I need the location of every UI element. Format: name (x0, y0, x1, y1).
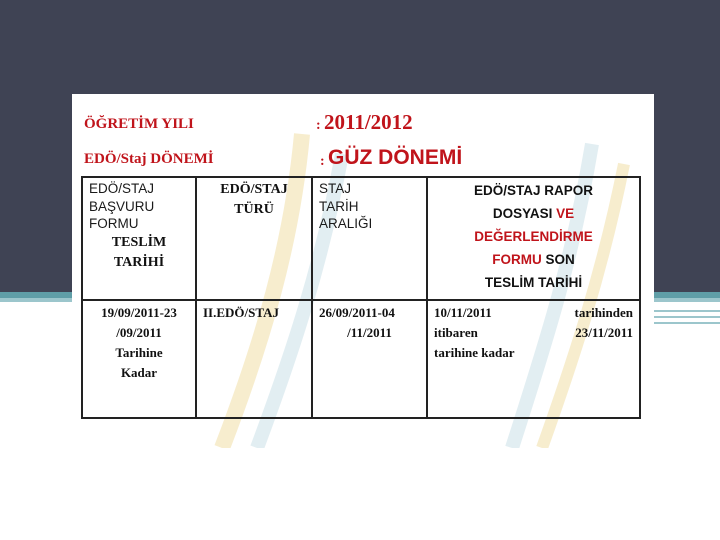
col3-header-line2: TARİH (319, 198, 359, 214)
table-header-row (82, 177, 640, 300)
col4-header-line4b: SON (545, 251, 575, 267)
row-col1-line3: Tarihine (115, 345, 163, 361)
term-colon: : (320, 154, 325, 169)
col2-header-line1: EDÖ/STAJ (220, 182, 288, 197)
col3-header-line1: STAJ (319, 181, 352, 196)
row-col4-line1 (434, 303, 633, 323)
term-value: GÜZ DÖNEMİ (328, 146, 463, 169)
col4-header-line1: EDÖ/STAJ RAPOR (473, 183, 593, 198)
row-col2 (196, 300, 312, 418)
row-col4-line1b: tarihinden (574, 305, 633, 320)
term-label: EDÖ/Staj DÖNEMİ (84, 151, 214, 167)
col1-header-line4: TESLİM (111, 234, 167, 250)
col4-header-line3: DEĞERLENDİRME (474, 228, 593, 244)
row-col2-value: II.EDÖ/STAJ (203, 305, 279, 320)
col4-header-line2a: DOSYASI (492, 205, 553, 221)
col4-header (427, 177, 640, 300)
table-row (82, 300, 640, 418)
row-col4 (427, 300, 640, 418)
col4-header-line5: TESLİM TARİHİ (484, 274, 583, 290)
row-col4-line2b: 23/11/2011 (575, 325, 633, 341)
row-col4-line2 (434, 323, 633, 343)
col4-header-line2b: VE (556, 205, 575, 221)
row-col1-line4: Kadar (120, 365, 158, 381)
year-label: ÖĞRETİM YILI (84, 116, 194, 132)
col4-header-line2 (434, 203, 633, 226)
row-col4-line3: tarihine kadar (434, 345, 515, 361)
row-col3-line2: /11/2011 (347, 325, 392, 341)
row-col3 (312, 300, 427, 418)
col1-header-line2: BAŞVURU (89, 198, 155, 214)
row-col1 (82, 300, 196, 418)
row-col3-line1: 26/09/2011-04 (319, 305, 395, 320)
year-colon: : (316, 118, 321, 133)
col4-header-line4a: FORMU (492, 251, 542, 267)
year-value: 2011/2012 (324, 110, 413, 134)
row-col1-line2: /09/2011 (116, 325, 162, 341)
col2-header-line2: TÜRÜ (234, 202, 274, 218)
stripe-decoration (652, 310, 720, 328)
col1-header-line5: TARİHİ (113, 254, 165, 270)
row-col4-line2a: itibaren (434, 325, 478, 341)
col1-header-line3: FORMU (89, 216, 139, 232)
col3-header-line3: ARALIĞI (319, 216, 373, 232)
col2-header (196, 177, 312, 300)
document-image (72, 94, 654, 448)
row-col1-line1: 19/09/2011-23 (101, 305, 177, 320)
col4-header-line4 (434, 249, 633, 272)
schedule-table (81, 176, 641, 419)
row-col4-line1a: 10/11/2011 (434, 305, 492, 320)
col1-header-line1: EDÖ/STAJ (89, 181, 155, 196)
col1-header (82, 177, 196, 300)
col3-header (312, 177, 427, 300)
